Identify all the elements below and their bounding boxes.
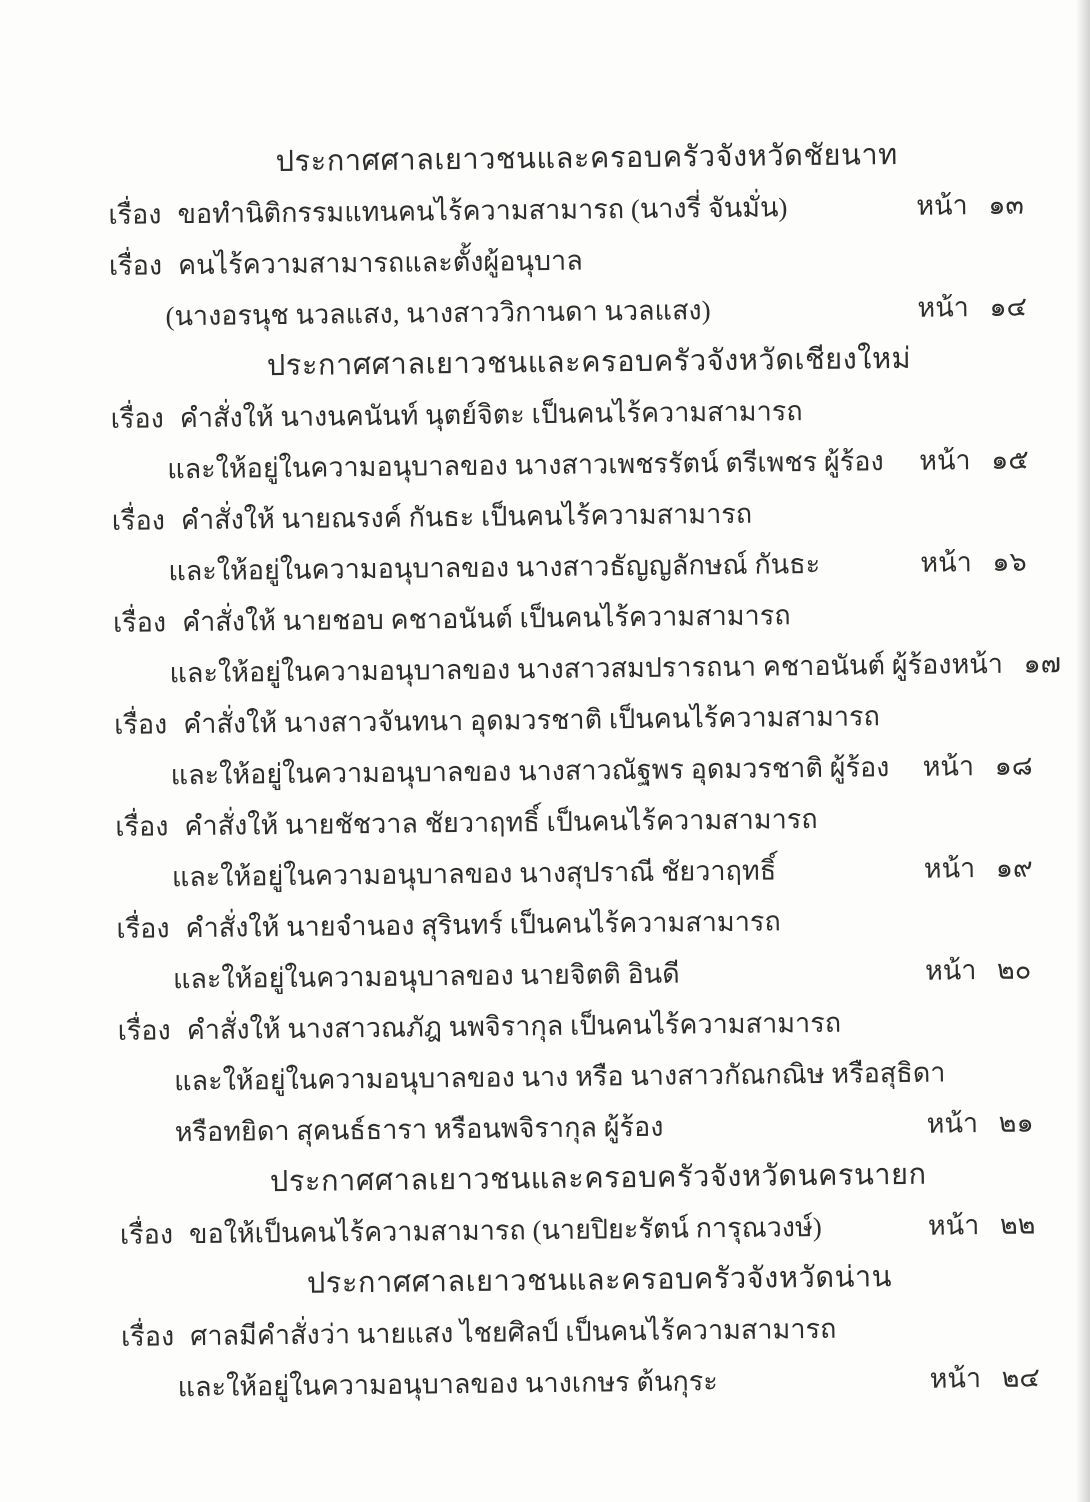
- entry-text: คำสั่งให้ นายชัชวาล ชัยวาฤทธิ์ เป็นคนไร้ความสามารถ: [184, 803, 818, 842]
- entry-text: คำสั่งให้ นายณรงค์ กันธะ เป็นคนไร้ความสามารถ: [180, 498, 753, 536]
- page-label: หน้า: [923, 853, 976, 884]
- page-label: หน้า: [927, 1210, 980, 1241]
- page-label: หน้า: [922, 751, 975, 782]
- page-label: หน้า: [916, 190, 968, 221]
- entry-prefix-label: เรื่อง: [115, 811, 169, 842]
- entry-prefix-label: เรื่อง: [110, 403, 164, 434]
- page-label: หน้า: [924, 955, 977, 986]
- page-number: ๑๖: [992, 546, 1027, 577]
- page-number: ๑๗: [1023, 648, 1062, 679]
- entry-text: และให้อยู่ในความอนุบาลของ นางสุปราณี ชัยวาฤทธิ์: [171, 855, 777, 893]
- page-label: หน้า: [926, 1108, 979, 1139]
- entry-text: และให้อยู่ในความอนุบาลของ นายจิตติ อินดี: [172, 958, 680, 995]
- entry-text: คำสั่งให้ นายชอบ คชาอนันต์ เป็นคนไร้ความสามารถ: [181, 600, 791, 638]
- entry-prefix-label: เรื่อง: [119, 1219, 174, 1250]
- section-title-text: ประกาศศาลเยาวชนและครอบครัวจังหวัดนครนายก: [269, 1158, 927, 1199]
- entry-text: ศาลมีคำสั่งว่า นายแสง ไชยศิลป์ เป็นคนไร้ความสามารถ: [190, 1313, 837, 1352]
- page-label: หน้า: [919, 445, 971, 476]
- page-number: ๑๙: [995, 852, 1033, 883]
- entry-text: (นางอรนุช นวลแสง, นางสาววิกานดา นวลแสง): [165, 295, 711, 332]
- entry-text: และให้อยู่ในความอนุบาลของ นาง หรือ นางสาวกัณกณิษ หรือสุธิดา: [173, 1057, 946, 1097]
- entry-text: และให้อยู่ในความอนุบาลของ นางเกษร ต้นกุระ: [177, 1366, 718, 1403]
- entry-text: หรือทยิดา สุคนธ์ธารา หรือนพจิรากุล ผู้ร้อง: [174, 1111, 664, 1148]
- entry-text: คนไร้ความสามารถและตั้งผู้อนุบาล: [177, 245, 583, 281]
- entry-prefix-label: เรื่อง: [117, 1015, 171, 1046]
- page-number: ๒๒: [999, 1209, 1036, 1240]
- entry-prefix-label: เรื่อง: [120, 1321, 175, 1352]
- entry-prefix-label: เรื่อง: [108, 250, 163, 281]
- entry-text: ขอทำนิติกรรมแทนคนไร้ความสามารถ (นางรี่ จันมั่น): [177, 192, 788, 230]
- entry-text: คำสั่งให้ นายจำนอง สุรินทร์ เป็นคนไร้ความสามารถ: [185, 906, 781, 944]
- entry-text: และให้อยู่ในความอนุบาลของ นางสาวธัญญลักษณ์ กันธะ: [168, 548, 821, 587]
- section-title-text: ประกาศศาลเยาวชนและครอบครัวจังหวัดชัยนาท: [275, 138, 898, 179]
- page-number: ๑๕: [991, 444, 1029, 475]
- section-title-text: ประกาศศาลเยาวชนและครอบครัวจังหวัดเชียงใหม่: [266, 342, 912, 383]
- entry-text: คำสั่งให้ นางนคนันท์ นุตย์จิตะ เป็นคนไร้ความสามารถ: [179, 396, 803, 434]
- page-number: ๑๔: [989, 291, 1028, 322]
- page-label: หน้า: [951, 648, 1004, 680]
- entry-text: คำสั่งให้ นางสาวณภัฎ นพจิรากุล เป็นคนไร้ความสามารถ: [186, 1007, 842, 1046]
- entry-prefix-label: เรื่อง: [112, 607, 167, 638]
- entry-text: คำสั่งให้ นางสาวจันทนา อุดมวรชาติ เป็นคนไร้ความสามารถ: [183, 701, 881, 740]
- page-number: ๑๓: [988, 189, 1025, 220]
- entry-text: และให้อยู่ในความอนุบาลของ นางสาวสมปรารถนา คชาอนันต์ ผู้ร้อง: [169, 649, 952, 689]
- page-label: หน้า: [920, 547, 972, 578]
- page-label: หน้า: [929, 1363, 982, 1394]
- entry-text: และให้อยู่ในความอนุบาลของ นางสาวณัฐพร อุดมวรชาติ ผู้ร้อง: [170, 752, 890, 791]
- page-label: หน้า: [917, 292, 970, 323]
- page-number: ๒๑: [998, 1107, 1034, 1138]
- entry-prefix-label: เรื่อง: [108, 199, 162, 230]
- entry-prefix-label: เรื่อง: [111, 505, 166, 536]
- page-number: ๑๘: [994, 750, 1033, 781]
- entry-text: และให้อยู่ในความอนุบาลของ นางสาวเพชรรัตน์ ตรีเพชร ผู้ร้อง: [167, 446, 884, 485]
- section-title-text: ประกาศศาลเยาวชนและครอบครัวจังหวัดน่าน: [306, 1261, 893, 1300]
- page-number: ๒๔: [1001, 1362, 1040, 1393]
- entry-prefix-label: เรื่อง: [113, 709, 168, 740]
- entry-prefix-label: เรื่อง: [116, 913, 170, 944]
- page-number: ๒๐: [996, 954, 1032, 985]
- entry-text: ขอให้เป็นคนไร้ความสามารถ (นายปิยะรัตน์ การุณวงษ์): [188, 1211, 822, 1250]
